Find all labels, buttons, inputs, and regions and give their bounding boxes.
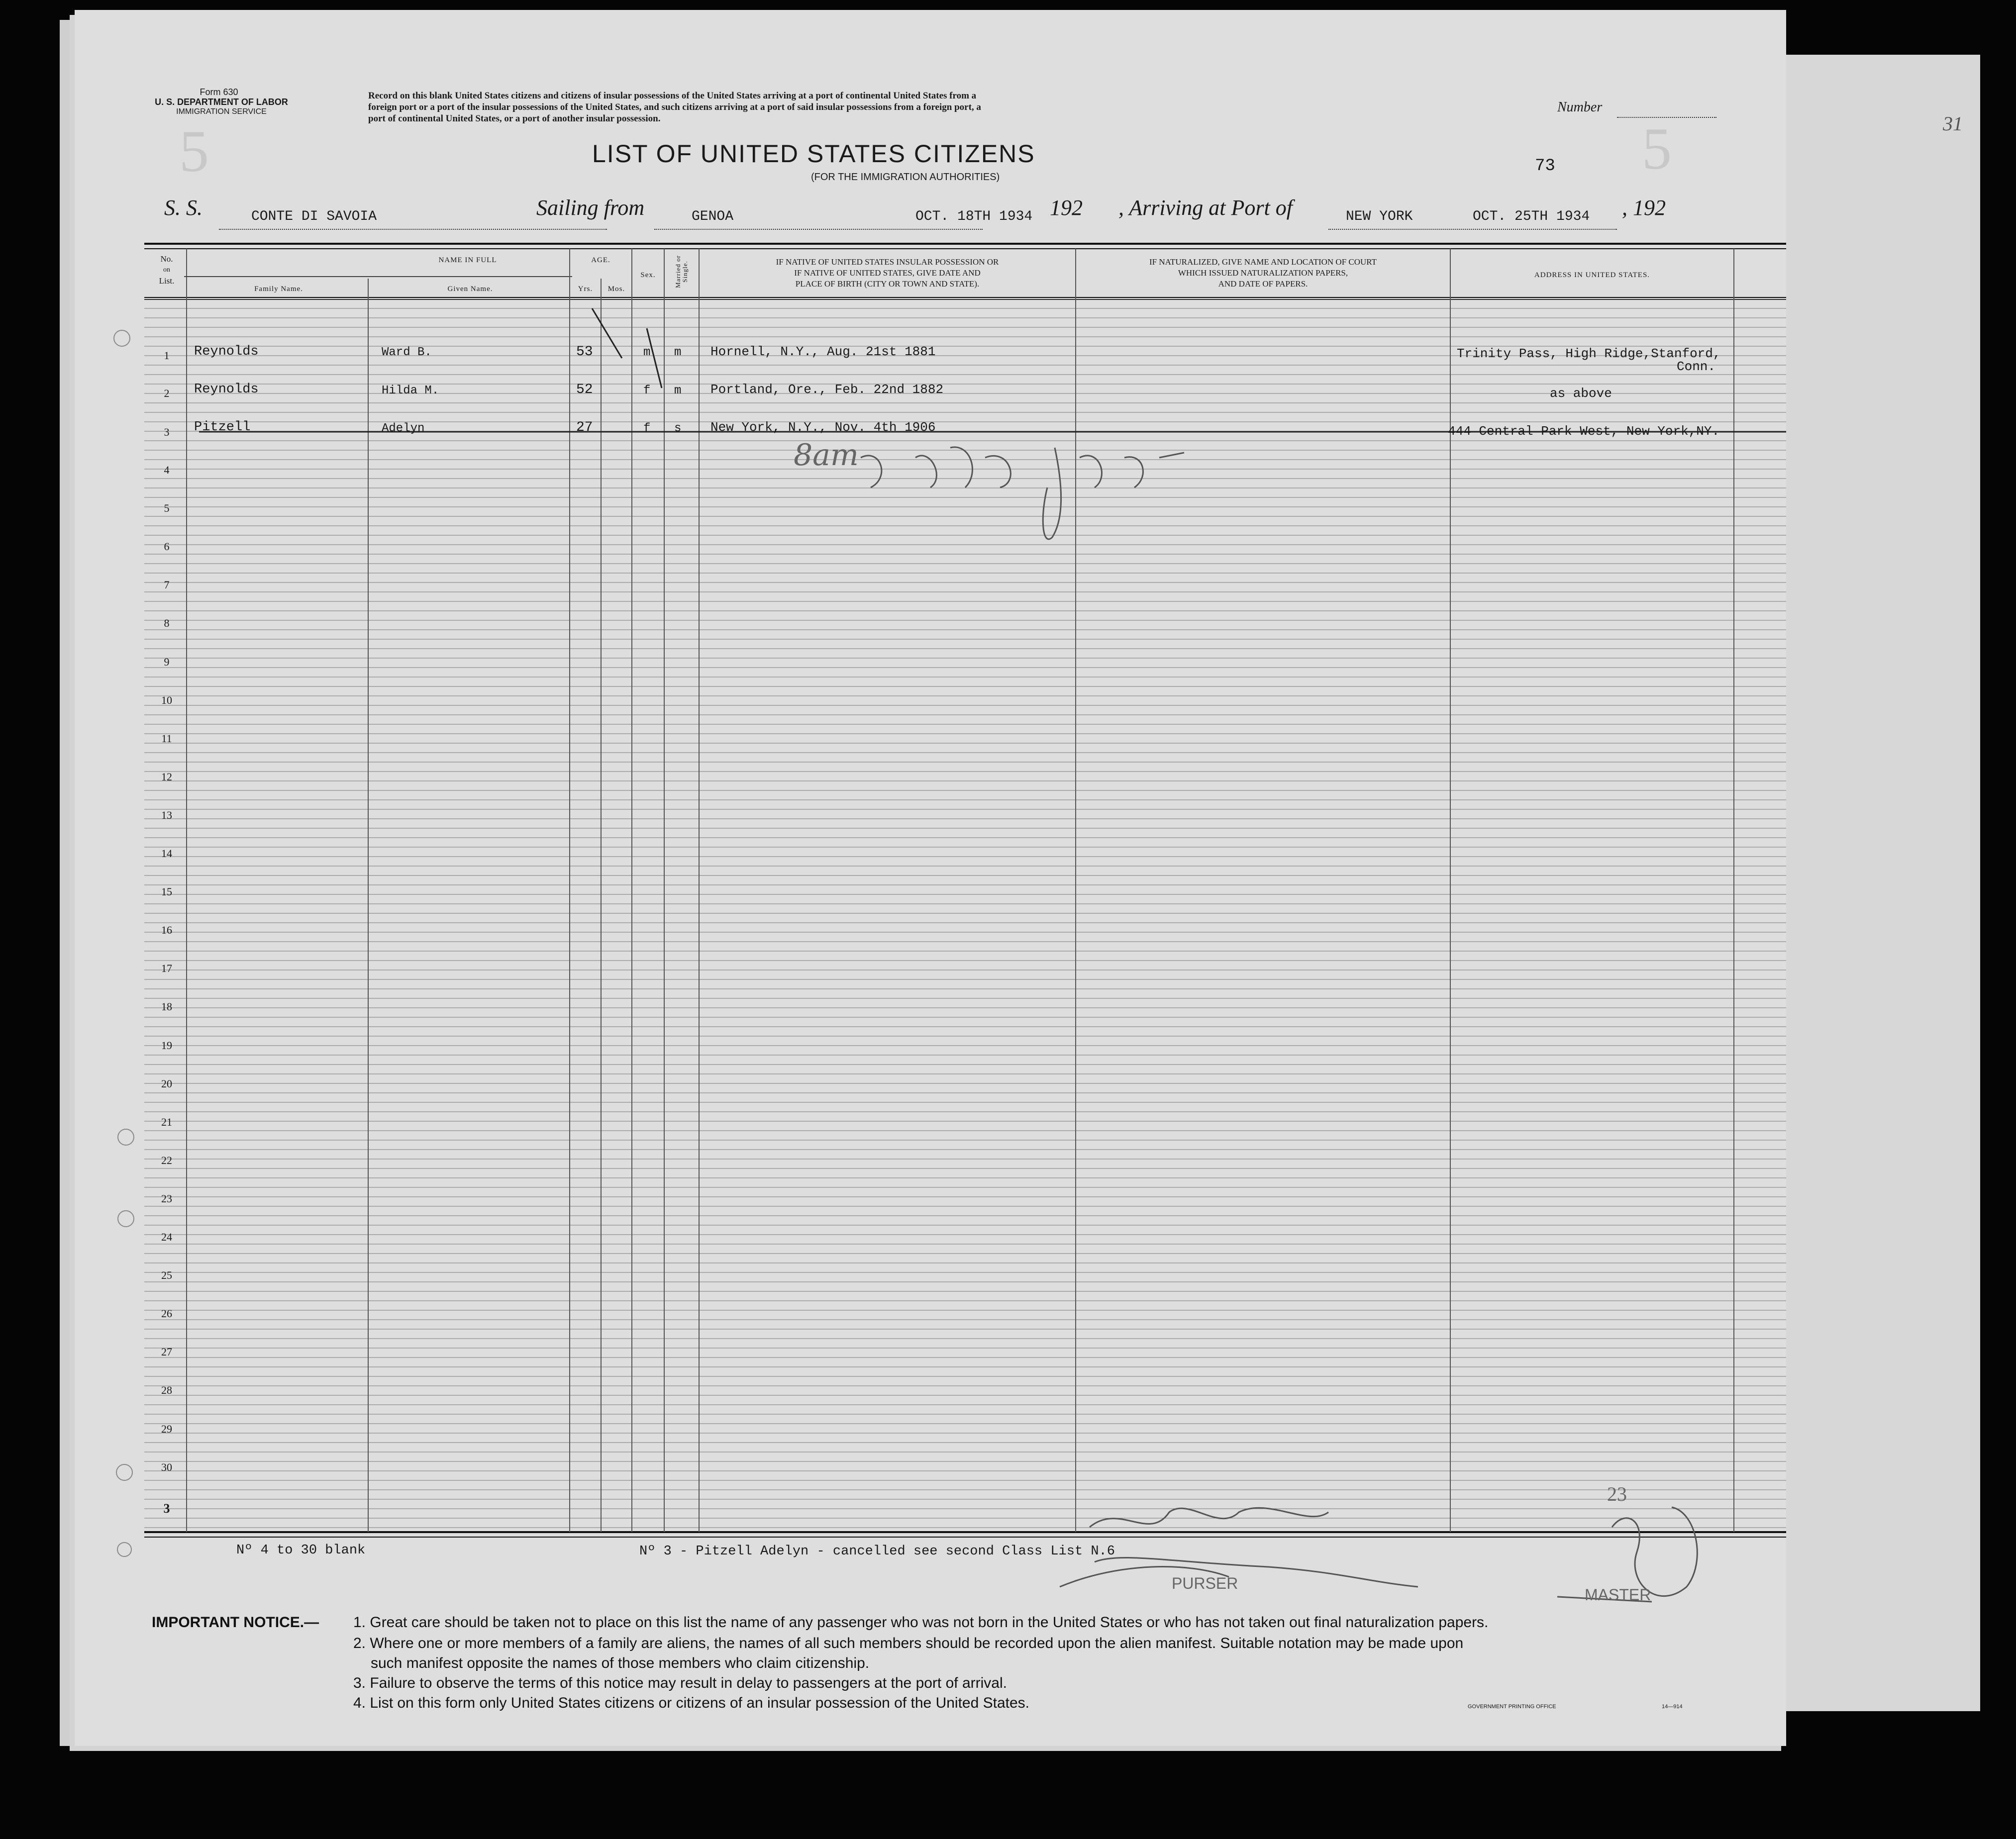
number-label: Number <box>1557 99 1603 115</box>
row-number: 26 <box>161 1307 172 1320</box>
row-number: 6 <box>164 540 170 553</box>
address: Trinity Pass, High Ridge,Stanford, <box>1457 346 1721 361</box>
row-number: 13 <box>161 808 172 821</box>
row-number: 20 <box>161 1077 172 1090</box>
row-number: 24 <box>161 1231 172 1243</box>
handwritten-note: 8am <box>794 438 859 473</box>
marital-status: m <box>674 346 682 359</box>
record-instruction-3: port of continental United States, or a port of another insular possession. <box>368 113 661 124</box>
row-number: 30 <box>161 1460 172 1473</box>
birth-place-date: New York, N.Y., Nov. 4th 1906 <box>710 420 936 435</box>
header-given-name: Given Name. <box>447 285 493 293</box>
row-number: 17 <box>161 962 172 975</box>
ss-label: S. S. <box>164 195 202 220</box>
age-years: 52 <box>576 382 593 397</box>
master-label: MASTER <box>1585 1586 1651 1604</box>
given-name: Ward B. <box>382 346 432 359</box>
row-number: 15 <box>161 885 172 898</box>
row-number: 1 <box>164 349 170 362</box>
sailing-from-label: Sailing from <box>536 195 645 220</box>
notice-item-2-continued: such manifest opposite the names of those members who claim citizenship. <box>371 1655 870 1671</box>
row-number: 11 <box>161 732 172 745</box>
row-number: 14 <box>161 847 172 860</box>
notice-label: IMPORTANT NOTICE.— <box>152 1614 319 1631</box>
row-number: 3 <box>164 426 170 438</box>
header-no: No. on List. <box>159 254 175 286</box>
form-number: Form 630 <box>200 87 238 97</box>
last-row-mark: 3 <box>163 1501 170 1516</box>
stamp-number-right: 5 <box>1642 115 1672 182</box>
page-reference: 73 <box>1535 157 1555 176</box>
row-number: 21 <box>161 1115 172 1128</box>
corner-mark: 31 <box>1943 112 1963 135</box>
notice-item-4: 4. List on this form only United States citizens or citizens of an insular possession of the United States. <box>353 1695 1030 1711</box>
year-suffix-1: 192 <box>1050 195 1083 220</box>
record-instruction-1: Record on this blank United States citizens and citizens of insular possessions of the United States arriving at a port of continental United States from a <box>368 91 977 101</box>
notice-item-2: 2. Where one or more members of a family are aliens, the names of all such members should be recorded upon the alien manifest. Suitable notation may be made upon <box>353 1635 1464 1651</box>
header-address: ADDRESS IN UNITED STATES. <box>1534 271 1650 279</box>
record-instruction-2: foreign port or a port of the insular possessions of the United States, and such citizens arriving at a port of said insular possessions from a foreign port, a <box>368 102 981 112</box>
row-number: 27 <box>161 1346 172 1358</box>
address-continued: Conn. <box>1677 359 1716 374</box>
row-number: 29 <box>161 1422 172 1435</box>
stamp-number-left: 5 <box>179 118 209 184</box>
address: 444 Central Park West, New York,NY. <box>1448 424 1720 439</box>
row-number: 7 <box>164 579 170 591</box>
address: as above <box>1550 386 1612 401</box>
arriving-label: , Arriving at Port of <box>1118 195 1293 220</box>
sex: f <box>643 384 651 397</box>
year-suffix-2: , 192 <box>1622 195 1666 220</box>
age-years: 53 <box>576 344 593 360</box>
row-number: 23 <box>161 1192 172 1205</box>
row-number: 19 <box>161 1039 172 1052</box>
family-name: Reynolds <box>194 382 259 397</box>
row-number: 9 <box>164 655 170 668</box>
header-native: IF NATIVE OF UNITED STATES INSULAR POSSESSION OR IF NATIVE OF UNITED STATES, GIVE DATE AND PLACE OF BIRTH (CITY OR TOWN AND STATE). <box>776 257 999 289</box>
blank-rows-note: Nº 4 to 30 blank <box>236 1543 366 1558</box>
row-number: 8 <box>164 617 170 630</box>
family-name: Pitzell <box>194 420 251 435</box>
sex: m <box>643 346 651 359</box>
marital-status: s <box>674 422 682 435</box>
family-name: Reynolds <box>194 344 259 359</box>
notice-item-1: 1. Great care should be taken not to place on this list the name of any passenger who was not born in the United States or who has not taken out final naturalization papers. <box>353 1614 1489 1631</box>
header-naturalized: IF NATURALIZED, GIVE NAME AND LOCATION OF COURT WHICH ISSUED NATURALIZATION PAPERS, AND DATE OF PAPERS. <box>1149 257 1377 289</box>
row-number: 10 <box>161 693 172 706</box>
department-label: U. S. DEPARTMENT OF LABOR <box>155 97 288 107</box>
port-from: GENOA <box>692 209 734 224</box>
sail-date: OCT. 18TH 1934 <box>915 209 1033 224</box>
page-subtitle: (FOR THE IMMIGRATION AUTHORITIES) <box>811 172 1000 183</box>
row-number: 18 <box>161 1000 172 1013</box>
row-number: 2 <box>164 387 170 399</box>
page-title: LIST OF UNITED STATES CITIZENS <box>592 140 1035 168</box>
tally-mark: 23 <box>1607 1483 1627 1505</box>
birth-place-date: Portland, Ore., Feb. 22nd 1882 <box>710 382 944 397</box>
sex: f <box>643 422 651 435</box>
header-yrs: Yrs. <box>578 285 593 293</box>
manifest-page <box>75 10 1786 1746</box>
service-label: IMMIGRATION SERVICE <box>176 107 267 116</box>
cancellation-note: Nº 3 - Pitzell Adelyn - cancelled see second Class List N.6 <box>639 1544 1115 1559</box>
background-sheet <box>1771 55 1980 1711</box>
printer-imprint: GOVERNMENT PRINTING OFFICE <box>1468 1704 1556 1710</box>
birth-place-date: Hornell, N.Y., Aug. 21st 1881 <box>710 344 936 359</box>
row-number: 22 <box>161 1154 172 1166</box>
row-number: 16 <box>161 924 172 937</box>
header-mos: Mos. <box>607 285 625 293</box>
row-number: 4 <box>164 464 170 476</box>
header-married-single: Married or Single. <box>674 255 689 288</box>
given-name: Adelyn <box>382 422 425 435</box>
row-number: 28 <box>161 1384 172 1397</box>
port-to: NEW YORK <box>1346 209 1413 224</box>
row-number: 5 <box>164 502 170 515</box>
header-name-in-full: NAME IN FULL <box>438 256 497 264</box>
notice-item-3: 3. Failure to observe the terms of this notice may result in delay to passengers at the port of arrival. <box>353 1675 1007 1691</box>
header-family-name: Family Name. <box>254 285 303 293</box>
given-name: Hilda M. <box>382 384 439 397</box>
ship-name: CONTE DI SAVOIA <box>251 209 377 224</box>
marital-status: m <box>674 384 682 397</box>
age-years: 27 <box>576 420 593 435</box>
row-number: 25 <box>161 1269 172 1282</box>
form-code: 14—914 <box>1662 1704 1683 1710</box>
arrival-date: OCT. 25TH 1934 <box>1473 209 1590 224</box>
header-age: AGE. <box>591 256 610 264</box>
purser-label: PURSER <box>1172 1574 1238 1592</box>
header-sex: Sex. <box>640 271 656 279</box>
row-number: 12 <box>161 770 172 783</box>
